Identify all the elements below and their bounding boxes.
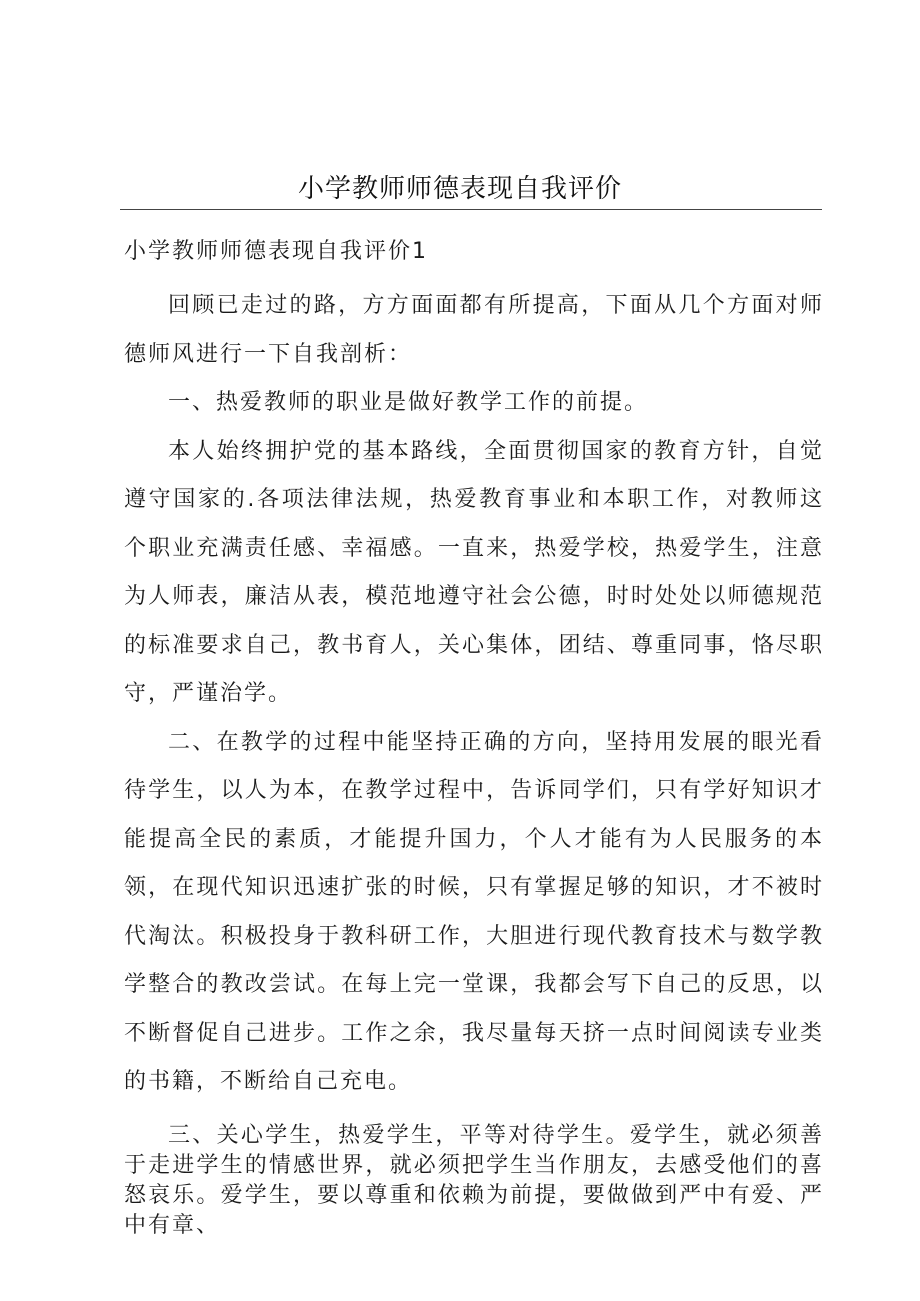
- section-subtitle: 小学教师师德表现自我评价1: [124, 239, 428, 264]
- document-title: 小学教师师德表现自我评价: [297, 174, 622, 204]
- paragraph-intro: 回顾已走过的路，方方面面都有所提高，下面从几个方面对师德师风进行一下自我剖析：: [124, 293, 824, 367]
- paragraph-body-two: 二、在教学的过程中能坚持正确的方向，坚持用发展的眼光看待学生，以人为本，在教学过程中，告诉同学们，只有学好知识才能提高全民的素质，才能提升国力，个人才能有为人民服务的本领，在现代知识迅速扩张的时候，只有掌握足够的知识，才不被时代淘汰。积极投身于教科研工作，大胆进行现代教育技术与数学教学整合的教改尝试。在每上完一堂课，我都会写下自己的反思，以不断督促自己进步。工作之余，我尽量每天挤一点时间阅读专业类的书籍，不断给自己充电。: [124, 729, 824, 1094]
- document-body: [124, 232, 824, 1241]
- paragraph-body-one: 本人始终拥护党的基本路线，全面贯彻国家的教育方针，自觉遵守国家的.各项法律法规，热爱教育事业和本职工作，对教师这个职业充满责任感、幸福感。一直来，热爱学校，热爱学生，注意为人师表，廉洁从表，模范地遵守社会公德，时时处处以师德规范的标准要求自己，教书育人，关心集体，团结、尊重同事，恪尽职守，严谨治学。: [124, 438, 824, 706]
- title-underline: [120, 209, 822, 210]
- paragraph-heading-one: 一、热爱教师的职业是做好教学工作的前提。: [168, 390, 649, 415]
- paragraph-body-three: 三、关心学生，热爱学生，平等对待学生。爱学生，就必须善于走进学生的情感世界，就必须把学生当作朋友，去感受他们的喜怒哀乐。爱学生，要以尊重和依赖为前提，要做做到严中有爱、严中有章、: [124, 1122, 824, 1238]
